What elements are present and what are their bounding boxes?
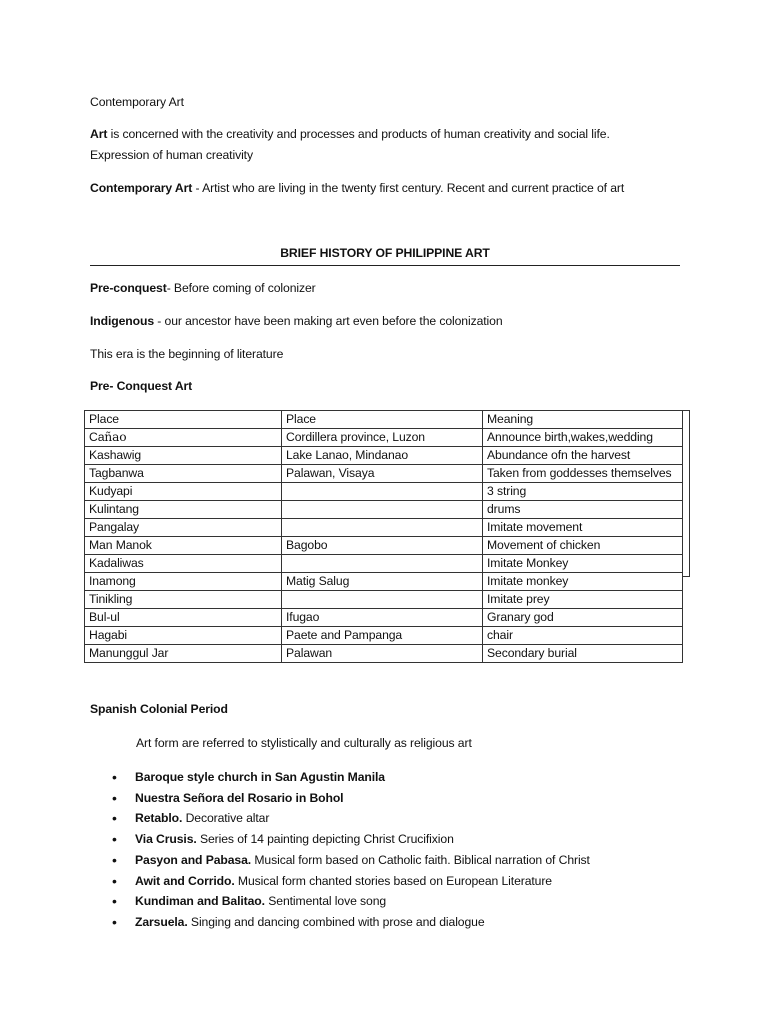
preconquest-definition-text: - Before coming of colonizer bbox=[166, 281, 316, 295]
spanish-intro: Art form are referred to stylistically and culturally as religious art bbox=[136, 736, 472, 750]
list-item: • Pasyon and Pabasa. Musical form based on Catholic faith. Biblical narration of Christ bbox=[112, 850, 590, 871]
bullet-glyph: • bbox=[112, 789, 117, 806]
era-note: This era is the beginning of literature bbox=[90, 347, 284, 361]
table-cell: Abundance ofn the harvest bbox=[483, 447, 683, 465]
table-row bbox=[85, 645, 683, 663]
table-cell: Kulintang bbox=[85, 501, 282, 519]
table-cell: Taken from goddesses themselves bbox=[483, 465, 683, 483]
table-cell: Announce birth,wakes,wedding bbox=[483, 429, 683, 447]
table-cell: Kadaliwas bbox=[85, 555, 282, 573]
table-cell: Imitate prey bbox=[483, 591, 683, 609]
table-row bbox=[85, 537, 683, 555]
table-cell: Palawan bbox=[282, 645, 483, 663]
table-cell: Cañao bbox=[85, 429, 282, 447]
table-cell: chair bbox=[483, 627, 683, 645]
table-wide-edge-bottom bbox=[682, 576, 690, 577]
table-cell bbox=[282, 519, 483, 537]
table-header-cell: Place bbox=[85, 411, 282, 429]
title-underline bbox=[90, 265, 680, 266]
table-cell: Man Manok bbox=[85, 537, 282, 555]
table-row bbox=[85, 627, 683, 645]
contemporary-definition bbox=[90, 180, 624, 196]
table-row bbox=[85, 465, 683, 483]
table-cell: Cordillera province, Luzon bbox=[282, 429, 483, 447]
table-row bbox=[85, 429, 683, 447]
indigenous-definition-text: - our ancestor have been making art even before the colonization bbox=[154, 314, 503, 328]
religious-art-list bbox=[112, 767, 590, 933]
table-cell bbox=[282, 501, 483, 519]
table-row bbox=[85, 591, 683, 609]
table-cell: Matig Salug bbox=[282, 573, 483, 591]
list-item: • Baroque style church in San Agustin Manila bbox=[112, 767, 590, 788]
bullet-glyph: • bbox=[112, 872, 117, 889]
art-definition-line2: Expression of human creativity bbox=[90, 148, 253, 162]
history-title: BRIEF HISTORY OF PHILIPPINE ART bbox=[280, 246, 490, 260]
table-row bbox=[85, 483, 683, 501]
bullet-glyph: • bbox=[112, 851, 117, 868]
contemporary-definition-text: - Artist who are living in the twenty first century. Recent and current practice of art bbox=[192, 181, 625, 195]
table-wide-edge-right bbox=[689, 410, 690, 577]
indigenous-definition bbox=[90, 313, 503, 329]
preconquest-term: Pre-conquest bbox=[90, 281, 167, 295]
preconquest-art-table bbox=[84, 410, 683, 663]
heading-contemporary-art: Contemporary Art bbox=[90, 95, 184, 109]
table-cell: Inamong bbox=[85, 573, 282, 591]
art-definition bbox=[90, 126, 610, 142]
table-cell bbox=[282, 591, 483, 609]
table-cell: Imitate monkey bbox=[483, 573, 683, 591]
table-cell: Lake Lanao, Mindanao bbox=[282, 447, 483, 465]
table-cell: Bul-ul bbox=[85, 609, 282, 627]
bullet-glyph: • bbox=[112, 831, 117, 848]
table-header-row bbox=[85, 411, 683, 429]
list-item: • Via Crusis. Series of 14 painting depicting Christ Crucifixion bbox=[112, 829, 590, 850]
table-cell: Pangalay bbox=[85, 519, 282, 537]
table-cell: Secondary burial bbox=[483, 645, 683, 663]
list-item: • Zarsuela. Singing and dancing combined with prose and dialogue bbox=[112, 912, 590, 933]
art-term: Art bbox=[90, 127, 108, 141]
bullet-glyph: • bbox=[112, 769, 117, 785]
table-row bbox=[85, 555, 683, 573]
table-cell: Ifugao bbox=[282, 609, 483, 627]
table-cell: Paete and Pampanga bbox=[282, 627, 483, 645]
table-header-cell: Place bbox=[282, 411, 483, 429]
indigenous-term: Indigenous bbox=[90, 314, 154, 328]
table-row bbox=[85, 501, 683, 519]
table-cell: 3 string bbox=[483, 483, 683, 501]
table-header-cell: Meaning bbox=[483, 411, 683, 429]
table-cell: Imitate movement bbox=[483, 519, 683, 537]
table-cell: Tagbanwa bbox=[85, 465, 282, 483]
table-row bbox=[85, 609, 683, 627]
table-cell: Bagobo bbox=[282, 537, 483, 555]
table-cell: Movement of chicken bbox=[483, 537, 683, 555]
table-cell: Manunggul Jar bbox=[85, 645, 282, 663]
table-row bbox=[85, 573, 683, 591]
list-item: • Nuestra Señora del Rosario in Bohol bbox=[112, 788, 590, 809]
table-cell: Tinikling bbox=[85, 591, 282, 609]
art-definition-text: is concerned with the creativity and processes and products of human creativity and social life. bbox=[107, 127, 610, 141]
table-cell: Imitate Monkey bbox=[483, 555, 683, 573]
table-cell: Kashawig bbox=[85, 447, 282, 465]
table-cell: Palawan, Visaya bbox=[282, 465, 483, 483]
table-cell bbox=[282, 483, 483, 501]
table-cell: drums bbox=[483, 501, 683, 519]
bullet-glyph: • bbox=[112, 913, 117, 930]
table-cell: Kudyapi bbox=[85, 483, 282, 501]
preconquest-art-heading: Pre- Conquest Art bbox=[90, 379, 193, 393]
list-item: • Awit and Corrido. Musical form chanted stories based on European Literature bbox=[112, 871, 590, 892]
preconquest-definition bbox=[90, 280, 316, 296]
bullet-glyph: • bbox=[112, 893, 117, 910]
spanish-heading: Spanish Colonial Period bbox=[90, 702, 228, 716]
list-item: • Kundiman and Balitao. Sentimental love song bbox=[112, 891, 590, 912]
contemporary-term: Contemporary Art bbox=[90, 181, 193, 195]
list-item: • Retablo. Decorative altar bbox=[112, 808, 590, 829]
table-row bbox=[85, 519, 683, 537]
table-cell: Hagabi bbox=[85, 627, 282, 645]
table-row bbox=[85, 447, 683, 465]
table-cell: Granary god bbox=[483, 609, 683, 627]
table-cell bbox=[282, 555, 483, 573]
bullet-glyph: • bbox=[112, 810, 117, 827]
